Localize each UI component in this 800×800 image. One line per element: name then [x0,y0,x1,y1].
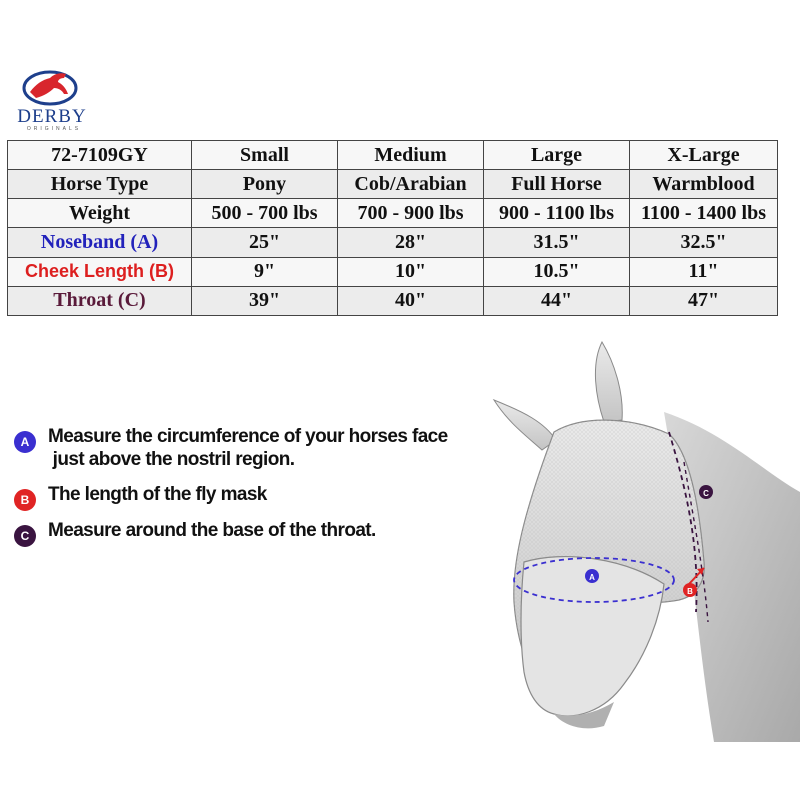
table-cell: 500 - 700 lbs [192,199,338,228]
table-cell: 40" [338,286,484,315]
legend-item-a [14,425,464,483]
legend-line: Measure the circumference of your horses face [48,426,448,447]
row-label: Weight [8,199,192,228]
leaping-horse-logo-icon [20,66,80,108]
table-cell: 700 - 900 lbs [338,199,484,228]
table-row-cheek-length [8,257,778,286]
table-row-header [8,141,778,170]
legend-item-b [14,483,464,519]
table-cell: Full Horse [484,170,630,199]
size-chart-table [7,140,778,316]
legend-item-c [14,519,464,549]
badge-a-icon: A [14,431,36,453]
legend-text-b: The length of the fly mask [48,484,267,505]
table-cell: 32.5" [630,228,778,257]
table-row-weight [8,199,778,228]
brand-name: DERBY [17,106,87,127]
badge-c-icon: C [14,525,36,547]
size-xlarge: X-Large [630,141,778,170]
horse-head-icon [464,322,800,742]
badge-b-icon: B [14,489,36,511]
row-label-cheek-length: Cheek Length (B) [8,257,192,286]
table-cell: 10.5" [484,257,630,286]
table-cell: 900 - 1100 lbs [484,199,630,228]
table-row-horse-type [8,170,778,199]
table-cell: 25" [192,228,338,257]
table-cell: 47" [630,286,778,315]
table-cell: Pony [192,170,338,199]
row-label-noseband: Noseband (A) [8,228,192,257]
table-cell: 11" [630,257,778,286]
svg-text:A: A [589,573,595,582]
brand-logo [6,66,98,134]
row-label-throat: Throat (C) [8,286,192,315]
measurement-legend [14,425,464,549]
model-number: 72-7109GY [8,141,192,170]
table-cell: Cob/Arabian [338,170,484,199]
table-cell: 1100 - 1400 lbs [630,199,778,228]
table-cell: 31.5" [484,228,630,257]
table-cell: 28" [338,228,484,257]
brand-tagline: ORIGINALS [26,126,82,132]
table-cell: Warmblood [630,170,778,199]
table-cell: 44" [484,286,630,315]
svg-text:B: B [687,587,693,596]
table-cell: 9" [192,257,338,286]
horse-fly-mask-diagram [464,322,800,742]
table-row-noseband [8,228,778,257]
table-cell: 39" [192,286,338,315]
table-row-throat [8,286,778,315]
size-small: Small [192,141,338,170]
size-medium: Medium [338,141,484,170]
svg-text:C: C [703,489,709,498]
legend-line: just above the nostril region. [48,449,295,470]
legend-text-a [48,425,448,471]
size-large: Large [484,141,630,170]
table-cell: 10" [338,257,484,286]
legend-text-c: Measure around the base of the throat. [48,520,376,541]
row-label: Horse Type [8,170,192,199]
